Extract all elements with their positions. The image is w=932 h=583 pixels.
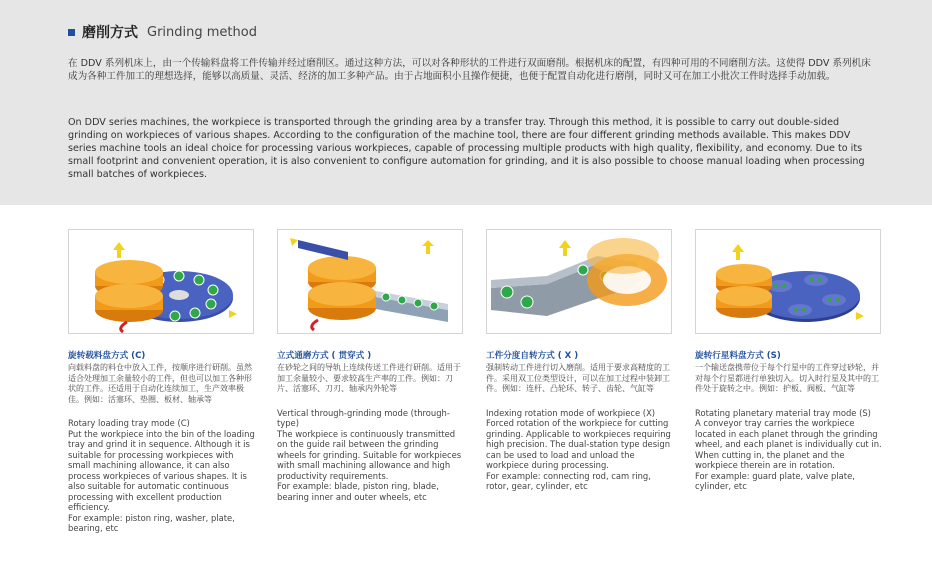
- method-title-zh: 旋转行星料盘方式 (S): [695, 351, 781, 361]
- method-title-zh: 工件分度自转方式 ( X ): [486, 351, 579, 361]
- method-desc-zh: 强制转动工件进行切入磨削。适用于要求高精度的工件。采用双工位类型设计，可以在加工过程中装卸工件。例如：连杆、凸轮环、转子、齿轮、气缸等: [486, 363, 670, 394]
- method-desc-en: Forced rotation of the workpiece for cutting grinding. Applicable to workpieces requiring high precision. The dual-station type design can be used to load and unload the workpiece during processing.: [486, 418, 671, 471]
- method-desc-en: A conveyor tray carries the workpiece located in each planet through the grinding wheel, and each planet is individually cut in. When cutting in, the planet and the workpiece therein are in rotation.: [695, 418, 882, 471]
- method-desc-zh: 一个输送盘携带位于每个行星中的工件穿过砂轮，并对每个行星都进行单独切入。切入时行星及其中的工件处于旋转之中。例如：护板、阀板、气缸等: [695, 363, 879, 394]
- title-zh: 磨削方式: [82, 25, 138, 41]
- method-card-s: [695, 229, 883, 492]
- through-grinding-diagram: [277, 229, 463, 334]
- method-desc-en: Put the workpiece into the bin of the loading tray and grind it in sequence. Although it is suitable for processing workpieces with small machining allowance, it can also process workpieces of various shapes. It is also suitable for automatic continuous processing with excellent production efficiency.: [68, 428, 255, 513]
- method-example-en: For example: guard plate, valve plate, cylinder, etc: [695, 470, 855, 492]
- rotary-tray-diagram: [68, 229, 254, 334]
- intro-text-en: On DDV series machines, the workpiece is transported through the grinding area by a transfer tray. Through this method, it is possible to carry out double-sided grinding on workpieces of various shapes. According to the configuration of the machine tool, there are four different grinding methods available. This makes DDV series machine tools an ideal choice for processing various workpieces, capable of processing multiple products with high quality, flexibility, and economy. Due to its small footprint and convenient operation, it is also convenient to configure automation for grinding, and it is also possible to choose manual loading when processing small batches of workpieces.: [68, 117, 865, 180]
- method-example-en: For example: blade, piston ring, blade, bearing inner and outer wheels, etc: [277, 481, 439, 502]
- method-desc-zh: 向载料盘的料仓中放入工件，按顺序进行研削。虽然适合处理加工余量较小的工件，但也可以加工各种形状的工件。还适用于自动化连续加工，生产效率极佳。例如：活塞环、垫圈、板材、轴承等: [68, 363, 252, 404]
- method-title-en: Vertical through-grinding mode (through-type): [277, 407, 450, 429]
- method-example-en: For example: piston ring, washer, plate, bearing, etc: [68, 512, 235, 534]
- method-card-through: [277, 229, 465, 502]
- intro-section: [0, 0, 932, 205]
- title-en: Grinding method: [147, 24, 257, 40]
- heading-square-icon: [68, 29, 75, 36]
- section-heading: [68, 22, 257, 42]
- method-title-zh: 旋转载料盘方式 (C): [68, 351, 146, 361]
- method-title-en: Rotating planetary material tray mode (S): [695, 407, 871, 418]
- method-title-en: Indexing rotation mode of workpiece (X): [486, 407, 656, 418]
- planetary-tray-diagram: [695, 229, 881, 334]
- method-title-en: Rotary loading tray mode (C): [68, 418, 190, 429]
- method-title-zh: 立式通磨方式 ( 贯穿式 ): [277, 351, 372, 361]
- method-card-c: [68, 229, 256, 534]
- intro-text-zh: 在 DDV 系列机床上，由一个传输料盘将工件传输并经过磨削区。通过这种方法，可以对各种形状的工件进行双面磨削。根据机床的配置，有四种可用的不同磨削方法。这使得 DDV 系列机床成为各种工件加工的理想选择，能够以高质量、灵活、经济的加工多种产品。由于占地面积小且操作便捷，也便于配置自动化进行磨削，同时又可在加工小批次工件时选择手动加载。: [68, 58, 871, 83]
- method-example-en: For example: connecting rod, cam ring, rotor, gear, cylinder, etc: [486, 470, 651, 492]
- method-card-x: [486, 229, 674, 492]
- method-desc-en: The workpiece is continuously transmitted on the guide rail between the grinding wheels for grinding. Suitable for workpieces with small machining allowance and high productivity requirements.: [277, 428, 462, 481]
- method-desc-zh: 在砂轮之间的导轨上连续传送工件进行研削。适用于加工余量较小、要求较高生产率的工件。例如：刀片、活塞环、刀刃、轴承内外轮等: [277, 363, 461, 394]
- indexing-rotation-diagram: [486, 229, 672, 334]
